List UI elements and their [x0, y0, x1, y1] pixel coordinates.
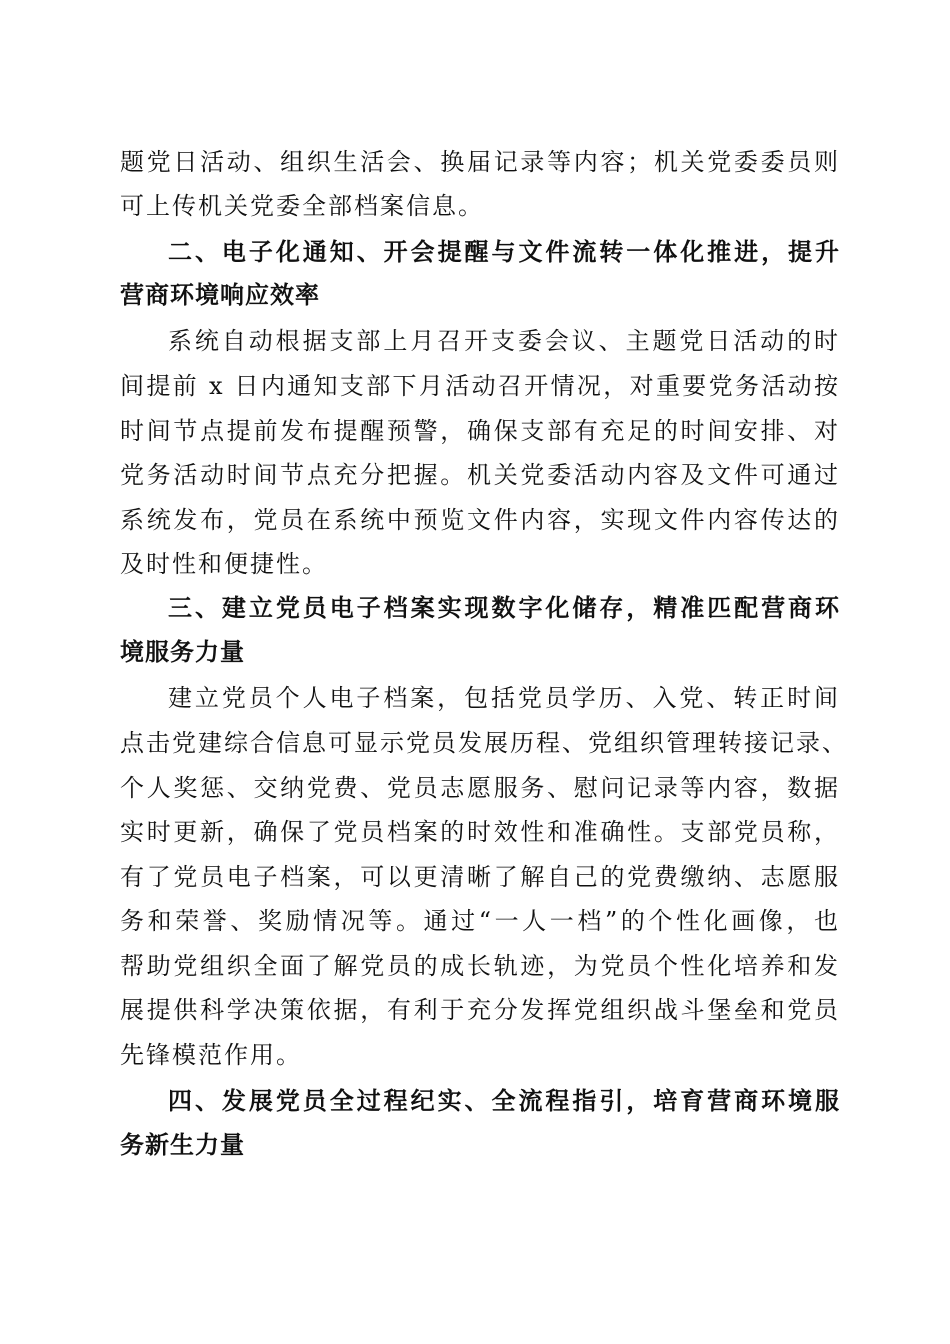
section-heading-3: 三、建立党员电子档案实现数字化储存，精准匹配营商环 — [168, 594, 840, 622]
section-heading-2-cont: 营商环境响应效率 — [120, 281, 320, 309]
section-heading-4-cont: 务新生力量 — [120, 1131, 245, 1159]
section-heading-4: 四、发展党员全过程纪实、全流程指引，培育营商环境服 — [168, 1087, 840, 1115]
body-text-line: 党务活动时间节点充分把握。机关党委活动内容及文件可通过 — [120, 461, 840, 489]
body-text-line: 间提前 x 日内通知支部下月活动召开情况，对重要党务活动按 — [120, 372, 840, 400]
body-text-line: 系统发布，党员在系统中预览文件内容，实现文件内容传达的 — [120, 506, 840, 534]
body-text-line: 展提供科学决策依据，有利于充分发挥党组织战斗堡垒和党员 — [120, 996, 840, 1024]
body-text-line: 务和荣誉、奖励情况等。通过“一人一档”的个性化画像，也 — [120, 907, 840, 935]
section-heading-2: 二、电子化通知、开会提醒与文件流转一体化推进，提升 — [168, 238, 840, 266]
body-text-line: 先锋模范作用。 — [120, 1041, 302, 1069]
section-heading-3-cont: 境服务力量 — [120, 638, 245, 666]
body-text-line: 时间节点提前发布提醒预警，确保支部有充足的时间安排、对 — [120, 417, 840, 445]
body-text-line: 个人奖惩、交纳党费、党员志愿服务、慰问记录等内容，数据 — [120, 774, 840, 802]
body-text-line: 可上传机关党委全部档案信息。 — [120, 192, 484, 220]
body-text-line: 题党日活动、组织生活会、换届记录等内容；机关党委委员则 — [120, 148, 840, 176]
body-text-line: 点击党建综合信息可显示党员发展历程、党组织管理转接记录、 — [120, 729, 848, 757]
body-text-line: 建立党员个人电子档案，包括党员学历、入党、转正时间 — [168, 684, 840, 712]
body-text-line: 帮助党组织全面了解党员的成长轨迹，为党员个性化培养和发 — [120, 952, 840, 980]
body-text-line: 实时更新，确保了党员档案的时效性和准确性。支部党员称， — [120, 818, 840, 846]
body-text-line: 系统自动根据支部上月召开支委会议、主题党日活动的时 — [168, 327, 840, 355]
body-text-line: 有了党员电子档案，可以更清晰了解自己的党费缴纳、志愿服 — [120, 863, 840, 891]
body-text-line: 及时性和便捷性。 — [120, 550, 328, 578]
